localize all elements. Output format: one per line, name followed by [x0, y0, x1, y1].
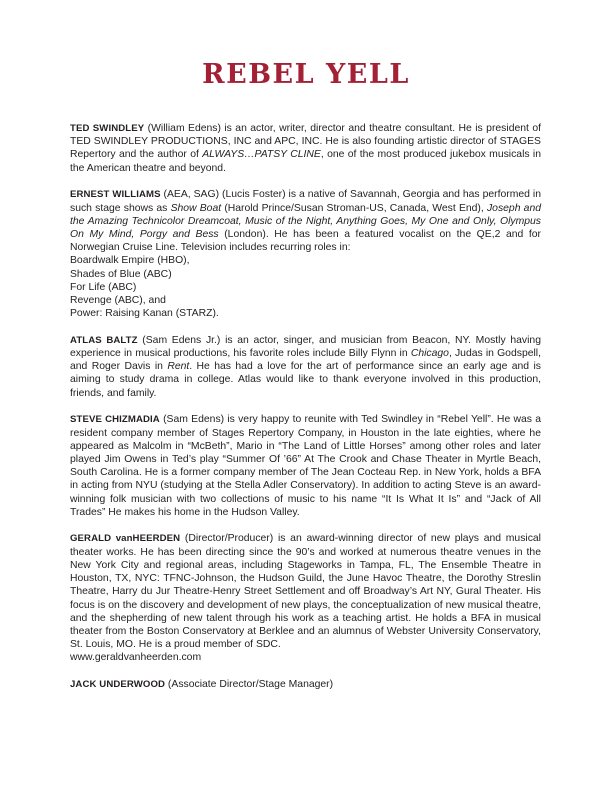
bio-text: (Director/Producer) is an award-winning director of new plays and musical theater works. He has been directing since the 90’s and worked at numerous theatre venues in the New York City and regional areas, including Stageworks in Tampa, FL, The Ensemble Theatre in Houston, TX, NYC: TFNC-Johnson, the Hudson Guild, the June Havoc Theatre, the Dorothy Streslin Theatre, Harry du Jur Theatre-Henry Street Settlement and off Broadway’s Art NY, Gural Theater. His focus is on the discovery and development of new plays, the conceptualization of new musical theatre, and the shepherding of new talent through his work as a teaching artist. He holds a BFA in musical theater from the Boston Conservatory at Berklee and an alumnus of Webster University Conservatory, St. Louis, MO. He is a proud member of SDC. [70, 533, 541, 651]
bio-name: ERNEST WILLIAMS [70, 189, 161, 201]
bio-italic: Joseph and the Amazing Technicolor Dreamcoat, Music of the Night, Anything Goes, My One and Only, Olympus On My Mind, Porgy and Bess [70, 202, 541, 240]
tv-credit: Power: Raising Kanan (STARZ). [70, 308, 219, 320]
bio-text: (Sam Edens Jr.) is an actor, singer, and musician from Beacon, NY. Mostly having experience in musical productions, his favorite roles include Billy Flynn in [70, 334, 541, 360]
bio-name: TED SWINDLEY [70, 123, 145, 134]
bio-text: (Sam Edens) is very happy to reunite with Ted Swindley in “Rebel Yell”. He was a resident company member of Stages Repertory Company, in Houston in the late eighties, where he appeared as Malcolm in “McBeth”, Mario in “The Land of Little Horses” among other roles and later played Jim Owens in Ted’s play “Summer Of ’66” At The Crook and Chase Theater in Myrtle Beach, South Carolina. He is a former company member of The Jean Cocteau Rep. in New York, holds a BFA in acting from NYU (studying at the Stella Adler Conservatory). In addition to acting Steve is an award-winning folk musician with two collections of music to his name “It Is What It Is” and “Jack of All Trades” He makes his home in the Hudson Valley. [70, 414, 541, 518]
bio-italic: ALWAYS…PATSY CLINE [202, 149, 321, 161]
bio-gerald-vanheerden [70, 532, 541, 664]
bio-italic: Rent [167, 361, 190, 373]
tv-credit: For Life (ABC) [70, 281, 137, 293]
bio-ernest-williams [70, 188, 541, 320]
bio-text: (London). He has been a featured vocalist on the QE,2 and for Norwegian Cruise Line. Television includes recurring roles in: [70, 228, 541, 254]
bio-ted-swindley [70, 122, 541, 175]
bio-italic: Show Boat [170, 202, 222, 214]
bio-text: (William Edens) is an actor, writer, director and theatre consultant. He is president of TED SWINDLEY PRODUCTIONS, INC and APC, INC. He is also founding artistic director of STAGES Repertory and the author of [70, 123, 542, 161]
bio-name: STEVE CHIZMADIA [70, 414, 160, 426]
bio-name: JACK UNDERWOOD [70, 679, 166, 691]
bio-text: (AEA, SAG) (Lucis Foster) is a native of Savannah, Georgia and has performed in such stage shows as [70, 189, 541, 214]
bio-steve-chizmadia [70, 413, 541, 519]
bio-name: ATLAS BALTZ [70, 334, 138, 346]
bio-jack-underwood [70, 678, 541, 691]
bios-section [70, 122, 541, 705]
bio-text: (Harold Prince/Susan Stroman-US, Canada, West End), [221, 202, 487, 214]
bio-text: (Associate Director/Stage Manager) [165, 679, 334, 691]
bio-text: , Judas in Godspell, and Roger Davis in [70, 348, 541, 373]
bio-text: , one of the most produced jukebox musicals in the American theatre and beyond. [70, 149, 542, 174]
bio-italic: Chicago [410, 348, 449, 360]
tv-credit: Shades of Blue (ABC) [70, 268, 172, 280]
bio-atlas-baltz [70, 334, 541, 400]
bio-text: . He has had a love for the art of performance since an early age and is aiming to study drama in college. Atlas would like to thank everyone involved in this production, friends, and family. [70, 361, 541, 399]
tv-credit: Revenge (ABC), and [70, 294, 166, 306]
website-link[interactable]: www.geraldvanheerden.com [70, 652, 202, 664]
bio-name: GERALD vanHEERDEN [70, 533, 181, 545]
page-title: REBEL YELL [202, 59, 410, 90]
tv-credit: Boardwalk Empire (HBO), [70, 255, 190, 267]
